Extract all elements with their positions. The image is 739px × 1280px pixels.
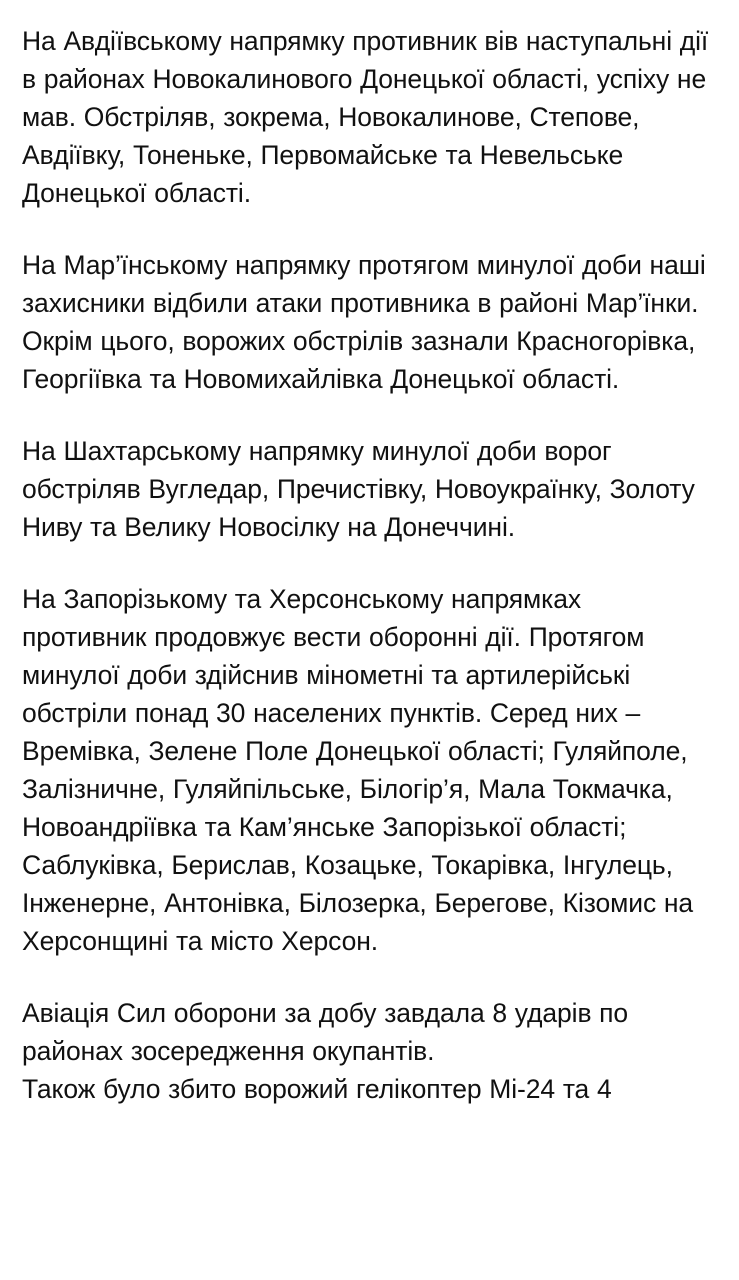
paragraph-zaporizhzhia-kherson-direction: На Запорізькому та Херсонському напрямках противник продовжує вести оборонні дії. Протягом минулої доби здійснив мінометні та артилерійські обстріли понад 30 населених пунктів. Серед них – Времівка, Зелене Поле Донецької області; Гуляйполе, Залізничне, Гуляйпільське, Білогір’я, Мала Токмачка, Новоандріївка та Кам’янське Запорізької області; Саблуківка, Берислав, Козацьке, Токарівка, Інгулець, Інженерне, Антонівка, Білозерка, Берегове, Кізомис на Херсонщині та місто Херсон.	[22, 584, 694, 956]
paragraph-downed-helicopter: Також було збито ворожий гелікоптер Мі-24 та 4	[22, 1074, 612, 1104]
paragraph-aviation-strikes: Авіація Сил оборони за добу завдала 8 ударів по районах зосередження окупантів.	[22, 998, 629, 1066]
paragraph-maryinka-direction: На Мар’їнському напрямку протягом минулої доби наші захисники відбили атаки противника в районі Мар’їнки. Окрім цього, ворожих обстрілів зазнали Красногорівка, Георгіївка та Новомихайлівка Донецької області.	[22, 250, 706, 394]
paragraph-avdiivka-direction: На Авдіївському напрямку противник вів наступальні дії в районах Новокалинового Донецької області, успіху не мав. Обстріляв, зокрема, Новокалинове, Степове, Авдіївку, Тоненьке, Первомайське та Невельське Донецької області.	[22, 26, 709, 208]
paragraph-shakhtarsk-direction: На Шахтарському напрямку минулої доби ворог обстріляв Вугледар, Пречистівку, Новоукраїнку, Золоту Ниву та Велику Новосілку на Донеччині.	[22, 436, 695, 542]
